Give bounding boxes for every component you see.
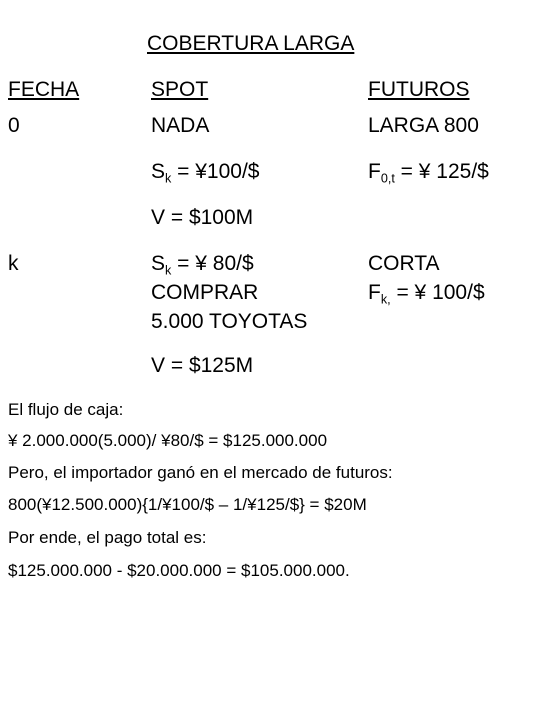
rowk-futures-rate-value: = ¥ 100/$	[390, 281, 485, 304]
row0-value: V = $100M	[151, 206, 254, 229]
header-futuros: FUTUROS	[368, 78, 470, 101]
rowk-spot-rate	[151, 252, 254, 278]
rowk-spot-rate-subscript: k	[165, 263, 172, 278]
note-cash-flow-label: El flujo de caja:	[8, 400, 124, 419]
header-spot: SPOT	[151, 78, 209, 101]
rowk-spot-quantity: 5.000 TOYOTAS	[151, 310, 308, 333]
row0-fecha: 0	[8, 114, 20, 137]
row0-spot-rate-value: = ¥100/$	[171, 160, 260, 183]
note-futures-gain-label: Pero, el importador ganó en el mercado de futuros:	[8, 463, 393, 482]
row0-futures-rate	[368, 160, 489, 186]
rowk-spot-action: COMPRAR	[151, 281, 259, 304]
note-total-calc: $125.000.000 - $20.000.000 = $105.000.000.	[8, 561, 350, 580]
row0-futures-rate-value: = ¥ 125/$	[394, 160, 489, 183]
row0-spot: NADA	[151, 114, 210, 137]
rowk-spot-rate-value: = ¥ 80/$	[171, 252, 254, 275]
row0-spot-rate	[151, 160, 260, 186]
rowk-fecha: k	[8, 252, 19, 275]
rowk-value: V = $125M	[151, 354, 254, 377]
row0-futuros: LARGA 800	[368, 114, 479, 137]
rowk-futures-rate-symbol: F	[368, 281, 381, 304]
note-total-label: Por ende, el pago total es:	[8, 528, 207, 547]
row0-spot-rate-symbol: S	[151, 160, 166, 183]
note-cash-flow-calc: ¥ 2.000.000(5.000)/ ¥80/$ = $125.000.000	[8, 431, 328, 450]
rowk-futures-rate-subscript: k,	[380, 292, 391, 307]
row0-futures-rate-symbol: F	[368, 160, 381, 183]
rowk-spot-rate-symbol: S	[151, 252, 166, 275]
header-fecha: FECHA	[8, 78, 80, 101]
page-title: COBERTURA LARGA	[147, 32, 355, 55]
rowk-futures-rate	[368, 281, 485, 307]
rowk-futures-position: CORTA	[368, 252, 440, 275]
row0-spot-rate-subscript: k	[165, 171, 172, 186]
row0-futures-rate-subscript: 0,t	[380, 171, 395, 186]
note-futures-gain-calc: 800(¥12.500.000){1/¥100/$ – 1/¥125/$} = $20M	[8, 495, 367, 514]
